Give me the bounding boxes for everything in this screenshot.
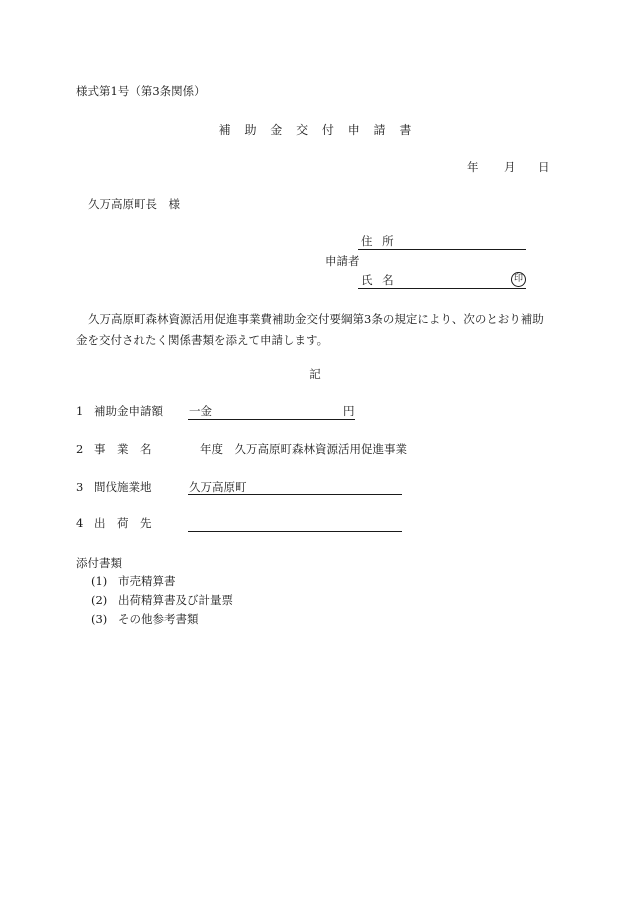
item-1-prefix: 一金 bbox=[189, 404, 212, 418]
address-field-line[interactable] bbox=[358, 249, 526, 250]
attachment-1-text: 市売精算書 bbox=[118, 574, 176, 588]
ki-heading: 記 bbox=[309, 367, 321, 381]
destination-field-line[interactable] bbox=[188, 531, 402, 532]
attachment-3-text: その他参考書類 bbox=[118, 612, 199, 626]
addressee: 久万高原町長 様 bbox=[88, 197, 180, 211]
date-day: 日 bbox=[538, 160, 550, 174]
item-4-number: 4 bbox=[76, 516, 84, 530]
item-4-label: 出 荷 先 bbox=[94, 516, 152, 530]
form-number: 様式第1号（第3条関係） bbox=[76, 84, 206, 98]
page-title: 補 助 金 交 付 申 請 書 bbox=[218, 123, 412, 137]
attachment-1-number: (1) bbox=[91, 574, 108, 588]
seal-mark: 印 bbox=[511, 272, 526, 287]
amount-field-line[interactable] bbox=[188, 419, 355, 420]
date-month: 月 bbox=[504, 160, 516, 174]
item-1-number: 1 bbox=[76, 404, 84, 418]
item-3-label: 間伐施業地 bbox=[94, 480, 152, 494]
item-2-label: 事 業 名 bbox=[94, 442, 152, 456]
site-field-line[interactable] bbox=[188, 494, 402, 495]
item-1-label: 補助金申請額 bbox=[94, 404, 163, 418]
attachments-heading: 添付書類 bbox=[76, 556, 122, 570]
date-year: 年 bbox=[467, 160, 479, 174]
item-2-value: 年度 久万高原町森林資源活用促進事業 bbox=[200, 442, 407, 456]
item-3-value: 久万高原町 bbox=[189, 480, 247, 494]
body-paragraph: 久万高原町森林資源活用促進事業費補助金交付要綱第3条の規定により、次のとおり補助金を交付されたく関係書類を添えて申請します。 bbox=[76, 312, 544, 347]
applicant-label: 申請者 bbox=[325, 254, 360, 268]
item-2-number: 2 bbox=[76, 442, 84, 456]
name-field-line[interactable] bbox=[358, 288, 526, 289]
item-1-suffix: 円 bbox=[343, 404, 355, 418]
attachment-2-text: 出荷精算書及び計量票 bbox=[118, 593, 233, 607]
item-3-number: 3 bbox=[76, 480, 84, 494]
address-label: 住 所 bbox=[361, 234, 394, 248]
attachment-2-number: (2) bbox=[91, 593, 108, 607]
attachment-3-number: (3) bbox=[91, 612, 108, 626]
name-label: 氏 名 bbox=[361, 273, 394, 287]
